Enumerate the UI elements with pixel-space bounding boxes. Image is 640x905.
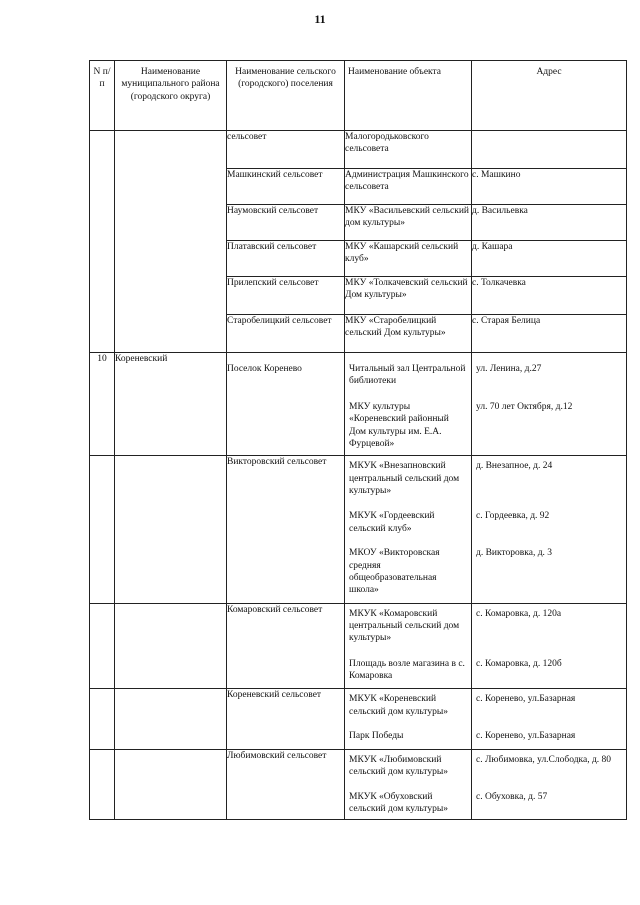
address-cell: с. Старая Белица [472, 315, 627, 353]
settlement-cell: Викторовский сельсовет [227, 456, 345, 603]
address-cell: ул. 70 лет Октября, д.12 [476, 402, 573, 412]
header-district: Наименование муниципального района (городского округа) [115, 61, 227, 131]
district-cell: Кореневский [115, 353, 227, 456]
address-cell: с. Коренево, ул.Базарная [476, 694, 576, 705]
district-cell-empty [115, 131, 227, 353]
settlement-cell: Платавский сельсовет [227, 241, 345, 277]
district-cell-empty [115, 603, 227, 689]
num-cell-empty [90, 603, 115, 689]
address-cell: с. Гордеевка, д. 92 [476, 511, 550, 522]
settlement-cell: Комаровский сельсовет [227, 603, 345, 689]
object-cell: МКУ культуры «Кореневский районный Дом культуры им. Е.А. Фурцевой» [349, 402, 449, 450]
address-cell: с. Комаровка, д. 120б [476, 658, 562, 669]
address-cell: с. Толкачевка [472, 277, 627, 315]
address-cell: д. Васильевка [472, 205, 627, 241]
object-cell: Администрация Машкинского сельсовета [345, 169, 472, 205]
table-row [90, 456, 627, 603]
district-cell-empty [115, 749, 227, 820]
address-cell: с. Комаровка, д. 120а [476, 608, 562, 619]
address-cell: д. Внезапное, д. 24 [476, 461, 553, 472]
settlement-cell: сельсовет [227, 131, 345, 169]
table-row [90, 689, 627, 749]
object-cell: МКУ «Толкачевский сельский Дом культуры» [345, 277, 472, 315]
num-cell-empty [90, 131, 115, 353]
address-cell: с. Машкино [472, 169, 627, 205]
address-cell: с. Любимовка, ул.Слободка, д. 80 [476, 754, 612, 765]
object-cell: Малогородьковского сельсовета [345, 131, 472, 169]
object-cell: МКУК «Любимовский сельский дом культуры» [349, 754, 448, 778]
object-cell: МКУ «Васильевский сельский дом культуры» [345, 205, 472, 241]
object-cell: МКУ «Старобелицкий сельский Дом культуры» [345, 315, 472, 353]
address-cell: с. Коренево, ул.Базарная [476, 731, 576, 742]
address-cell [472, 131, 627, 169]
table-row [90, 131, 627, 169]
object-cell: МКУК «Обуховский сельский дом культуры» [349, 791, 448, 815]
address-cell: с. Обуховка, д. 57 [476, 791, 548, 802]
header-row [90, 61, 627, 131]
object-cell: Читальный зал Центральной библиотеки [349, 364, 466, 387]
num-cell-empty [90, 456, 115, 603]
object-cell: МКУ «Кашарский сельский клуб» [345, 241, 472, 277]
settlement-cell: Прилепский сельсовет [227, 277, 345, 315]
district-cell-empty [115, 456, 227, 603]
settlement-cell: Любимовский сельсовет [227, 749, 345, 820]
settlement-cell: Машкинский сельсовет [227, 169, 345, 205]
address-cell: д. Кашара [472, 241, 627, 277]
objects-table [89, 60, 627, 820]
district-cell-empty [115, 689, 227, 749]
object-cell: МКУК «Кореневский сельский дом культуры» [349, 694, 448, 717]
object-cell: МКУК «Гордеевский сельский клуб» [349, 511, 435, 534]
address-cell: д. Викторовка, д. 3 [476, 548, 553, 559]
settlement-cell: Старобелицкий сельсовет [227, 315, 345, 353]
settlement-cell: Наумовский сельсовет [227, 205, 345, 241]
header-address: Адрес [472, 61, 627, 131]
address-cell: ул. Ленина, д.27 [476, 364, 542, 374]
page-number: 11 [314, 12, 326, 26]
settlement-cell: Поселок Коренево [227, 353, 345, 456]
object-cell: Площадь возле магазина в с. Комаровка [349, 658, 465, 682]
table-row [90, 353, 627, 456]
num-cell-empty [90, 689, 115, 749]
object-cell: МКУК «Комаровский центральный сельский дом культуры» [349, 608, 460, 644]
header-num: N п/п [90, 61, 115, 131]
object-cell: Парк Победы [349, 731, 404, 742]
settlement-cell: Кореневский сельсовет [227, 689, 345, 749]
num-cell: 10 [90, 353, 115, 456]
num-cell-empty [90, 749, 115, 820]
object-cell: МКОУ «Викторовская средняя общеобразовательная школа» [349, 548, 440, 596]
object-cell: МКУК «Внезапновский центральный сельский дом культуры» [349, 461, 460, 497]
header-settlement: Наименование сельского (городского) поселения [227, 61, 345, 131]
table-row [90, 603, 627, 689]
table-row [90, 749, 627, 820]
header-object: Наименование объекта [345, 61, 472, 131]
